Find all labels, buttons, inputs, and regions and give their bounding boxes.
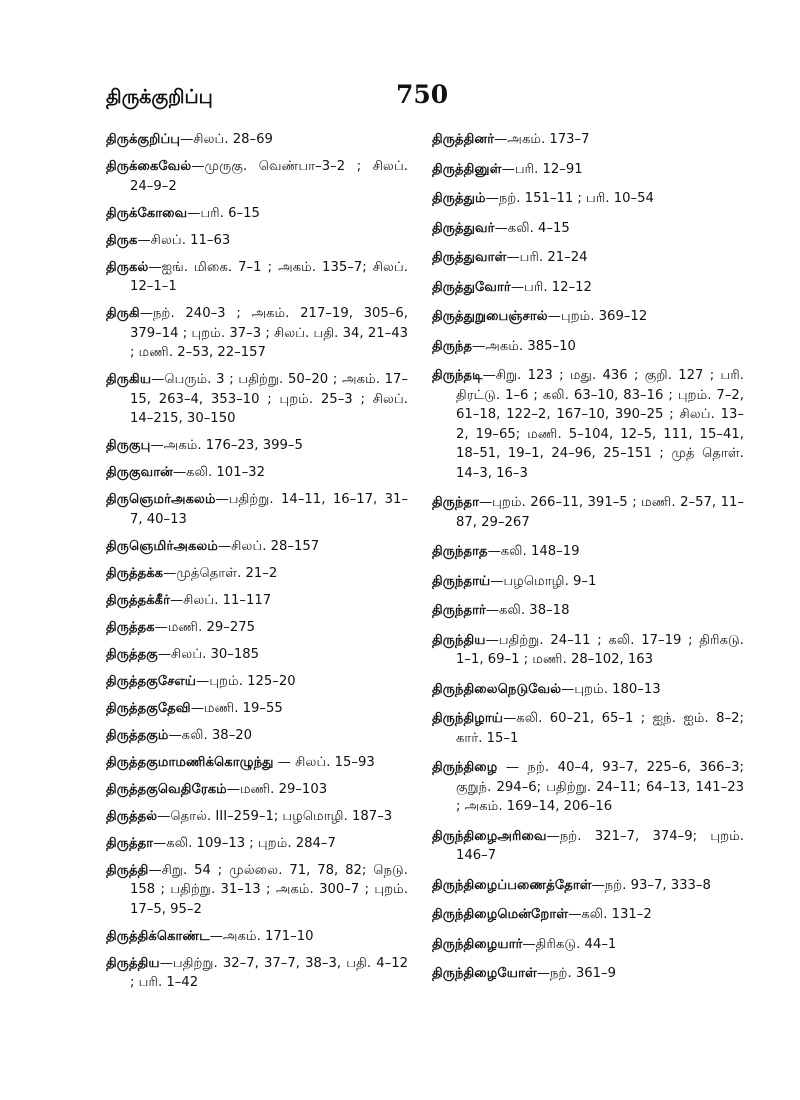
entry-headword: திருந்திழையோள் (432, 966, 537, 981)
index-entry (106, 753, 408, 773)
entry-headword: திருத்தகுசேஎய் (106, 673, 197, 689)
entry-references: — சிலப். 15–93 (273, 754, 375, 770)
entry-headword: திருத்தினர் (432, 132, 495, 147)
index-entry (432, 572, 744, 592)
entry-references: —கலி. 109–13 ; புறம். 284–7 (153, 835, 336, 851)
entry-references: —பரி. 12–12 (510, 279, 592, 295)
index-entry (432, 905, 744, 925)
index-entry (432, 680, 744, 700)
index-entry (432, 758, 744, 817)
index-entry (106, 463, 408, 483)
entry-references: —சிலப். 11–117 (169, 592, 272, 608)
entry-references: —அகம். 171–10 (209, 928, 314, 944)
entry-headword: திருத்துவாள் (432, 250, 507, 265)
entry-headword: திருத்திய (106, 955, 160, 971)
entry-headword: திருகி (106, 306, 140, 321)
index-entry (106, 927, 408, 947)
entry-headword: திருந்திழைஅரிவை (432, 828, 547, 844)
index-entry (432, 160, 744, 180)
index-entry (106, 618, 408, 638)
page-number: 750 (396, 80, 449, 109)
entry-references: —அகம். 385–10 (472, 338, 576, 354)
entry-headword: திருத்துறுபைஞ்சால் (432, 309, 548, 324)
entry-references: —சிலப். 11–63 (137, 232, 231, 248)
entry-references: —அகம். 176–23, 399–5 (150, 438, 303, 453)
entry-headword: திருக்கோவை (106, 205, 188, 221)
entry-headword: திருக (106, 232, 138, 248)
entry-headword: திருத்துவர் (432, 220, 495, 236)
right-column (432, 130, 744, 994)
entry-references: —புறம். 180–13 (561, 681, 661, 697)
index-entry (106, 861, 408, 920)
index-entry (432, 601, 744, 621)
entry-references: —சிலப். 30–185 (157, 646, 260, 662)
index-entry (432, 493, 744, 532)
entry-references: —கலி. 38–20 (168, 727, 253, 743)
entry-references: —நற். 151–11 ; பரி. 10–54 (485, 191, 654, 206)
entry-headword: திருத்தக்கீர் (106, 592, 170, 608)
entry-references: —கலி. 60–21, 65–1 ; ஐந். ஐம். 8–2; கார். 15–1 (456, 711, 744, 746)
index-entry (106, 258, 408, 297)
entry-headword: திருகுபு (106, 438, 151, 453)
entry-headword: திருந்தாத (432, 544, 488, 559)
index-entry (106, 834, 408, 854)
entry-references: —நற். 361–9 (536, 966, 617, 981)
entry-references: —முத்தொள். 21–2 (163, 565, 278, 581)
index-entry (432, 130, 744, 150)
entry-headword: திருத்தி (106, 862, 149, 878)
entry-references: —கலி. 148–19 (487, 544, 580, 559)
index-entry (432, 366, 744, 483)
index-entry (432, 964, 744, 984)
entry-headword: திருஞெமர்அகலம் (106, 492, 216, 507)
left-column (106, 130, 408, 1000)
entry-headword: திருந்த (432, 338, 473, 354)
index-entry (106, 304, 408, 363)
index-entry (106, 780, 408, 800)
entry-headword: திருத்தக்க (106, 565, 164, 581)
entry-headword: திருத்தகு (106, 646, 158, 662)
entry-headword: திருந்தாய் (432, 573, 491, 589)
entry-references: —புறம். 125–20 (196, 673, 296, 689)
entry-references: — நற். 40–4, 93–7, 225–6, 366–3; குறுந். 294–6; பதிற்று. 24–11; 64–13, 141–23 ; அகம். 169–14, 206–16 (456, 760, 744, 814)
entry-references: —சிலப். 28–69 (180, 132, 273, 147)
entry-references: —புறம். 266–11, 391–5 ; மணி. 2–57, 11–87, 29–267 (456, 495, 744, 530)
entry-headword: திருந்தா (432, 495, 479, 510)
index-entry (106, 807, 408, 827)
index-entry (432, 219, 744, 239)
entry-references: —முருகு. வெண்பா–3–2 ; சிலப். 24–9–2 (130, 159, 408, 194)
entry-references: —ஐங். மிகை. 7–1 ; அகம். 135–7; சிலப். 12–1–1 (130, 259, 408, 294)
entry-headword: திருத்திக்கொண்ட (106, 928, 210, 944)
entry-references: —நற். 240–3 ; அகம். 217–19, 305–6, 379–14 ; புறம். 37–3 ; சிலப். பதி. 34, 21–43 ; மணி. 2–53, 22–157 (130, 306, 408, 360)
entry-headword: திருத்தும் (432, 191, 486, 206)
index-entry (106, 699, 408, 719)
entry-references: —கலி. 101–32 (172, 465, 265, 480)
entry-references: —கலி. 38–18 (485, 603, 570, 618)
entry-headword: திருந்திழாய் (432, 711, 504, 726)
entry-headword: திருந்தடி (432, 368, 483, 383)
index-entry (106, 436, 408, 456)
index-entry (106, 726, 408, 746)
index-entry (106, 204, 408, 224)
entry-headword: திருக்கைவேல் (106, 159, 192, 174)
index-entry (106, 672, 408, 692)
entry-references: —பரி. 21–24 (506, 250, 588, 265)
entry-headword: திருத்தினுள் (432, 161, 502, 177)
entry-references: —பரி. 6–15 (187, 205, 260, 221)
entry-references: —அகம். 173–7 (494, 132, 590, 147)
index-entry (106, 564, 408, 584)
index-entry (432, 935, 744, 955)
entry-references: —பதிற்று. 32–7, 37–7, 38–3, பதி. 4–12 ; பரி. 1–42 (130, 955, 408, 990)
entry-headword: திருத்தகுவெதிரேகம் (106, 781, 227, 797)
entry-headword: திருந்திலைநெடுவேல் (432, 681, 562, 697)
entry-references: —சிறு. 123 ; மது. 436 ; குறி. 127 ; பரி. திரட்டு. 1–6 ; கலி. 63–10, 83–16 ; புறம். 7–2, 61–18, 122–2, 167–10, 390–25 ; சிலப். 13–2, 19–65; மணி. 5–104, 12–5, 111, 15–41, 18–51, 19–1, 24–96, 25–151 ; முத் தொள். 14–3, 16–3 (456, 368, 744, 481)
index-entry (106, 157, 408, 196)
entry-headword: திருத்துவோர் (432, 279, 511, 295)
entry-references: —கலி. 4–15 (494, 220, 570, 236)
entry-headword: திருகிய (106, 372, 152, 387)
entry-references: —மணி. 19–55 (190, 700, 283, 716)
index-entry (106, 130, 408, 150)
running-head: திருக்குறிப்பு (106, 86, 213, 108)
entry-references: —சிறு. 54 ; முல்லை. 71, 78, 82; நெடு. 158 ; பதிற்று. 31–13 ; அகம். 300–7 ; புறம். 17–5, 95–2 (130, 862, 408, 917)
index-entry (432, 542, 744, 562)
index-entry (432, 337, 744, 357)
index-entry (432, 189, 744, 209)
entry-headword: திருகுவான் (106, 465, 173, 480)
entry-headword: திருக்குறிப்பு (106, 132, 181, 147)
entry-references: —பெரும். 3 ; பதிற்று. 50–20 ; அகம். 17–15, 263–4, 353–10 ; புறம். 25–3 ; சிலப். 14–215, 30–150 (130, 372, 408, 426)
entry-headword: திருத்தகுதேவி (106, 700, 191, 716)
entry-references: —நற். 93–7, 333–8 (591, 877, 711, 893)
entry-references: —சிலப். 28–157 (217, 538, 320, 554)
entry-references: —பதிற்று. 14–11, 16–17, 31–7, 40–13 (130, 492, 408, 527)
index-entry (432, 876, 744, 896)
index-entry (432, 307, 744, 327)
entry-headword: திருந்தார் (432, 603, 486, 618)
index-entry (106, 645, 408, 665)
index-entry (106, 370, 408, 429)
index-entry (432, 709, 744, 748)
entry-references: —பழமொழி. 9–1 (490, 573, 597, 589)
entry-references: —பரி. 12–91 (501, 161, 583, 177)
index-entry (106, 231, 408, 251)
entry-headword: திருஞெமிர்அகலம் (106, 538, 218, 554)
entry-references: —நற். 321–7, 374–9; புறம். 146–7 (456, 828, 744, 863)
entry-headword: திருத்தகும் (106, 727, 169, 743)
index-entry (432, 631, 744, 670)
entry-references: —தொல். III–259–1; பழமொழி. 187–3 (157, 808, 393, 824)
entry-headword: திருகல் (106, 259, 149, 275)
entry-headword: திருந்திழையார் (432, 936, 523, 952)
entry-headword: திருத்தக (106, 619, 155, 635)
entry-headword: திருத்தல் (106, 808, 158, 824)
entry-references: —புறம். 369–12 (547, 309, 648, 324)
index-entry (432, 278, 744, 298)
entry-references: —மணி. 29–103 (226, 781, 328, 797)
index-entry (106, 954, 408, 993)
index-entry (106, 490, 408, 529)
index-entry (432, 248, 744, 268)
index-entry (106, 591, 408, 611)
entry-headword: திருந்திய (432, 632, 486, 648)
entry-headword: திருந்திழைப்பணைத்தோள் (432, 877, 592, 893)
entry-headword: திருத்தா (106, 835, 154, 851)
index-entry (432, 827, 744, 866)
index-entry (106, 537, 408, 557)
entry-headword: திருந்திழை (432, 760, 498, 775)
entry-headword: திருந்திழைமென்றோள் (432, 907, 569, 922)
entry-references: —கலி. 131–2 (568, 907, 652, 922)
entry-references: —பதிற்று. 24–11 ; கலி. 17–19 ; திரிகடு. 1–1, 69–1 ; மணி. 28–102, 163 (456, 632, 744, 667)
entry-references: —திரிகடு. 44–1 (522, 936, 617, 952)
entry-references: —மணி. 29–275 (154, 619, 255, 635)
entry-headword: திருத்தகுமாமணிக்கொழுந்து (106, 754, 274, 770)
